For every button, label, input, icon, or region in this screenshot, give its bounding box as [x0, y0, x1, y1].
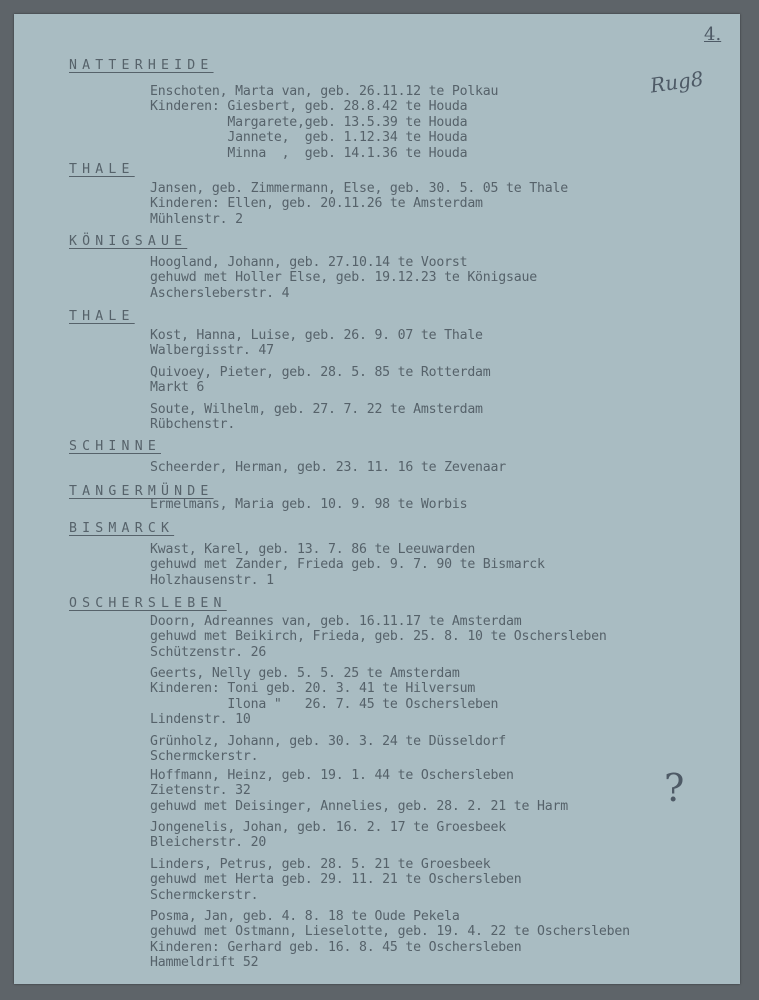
entry-line: gehuwd met Herta geb. 29. 11. 21 te Oschersleben — [150, 872, 522, 888]
entry-line: Jannete, geb. 1.12.34 te Houda — [150, 130, 468, 146]
entry — [150, 255, 537, 301]
entry-line: Kinderen: Toni geb. 20. 3. 41 te Hilversum — [150, 681, 476, 697]
entry-line: Ilona " 26. 7. 45 te Oschersleben — [150, 696, 499, 712]
entry — [150, 768, 568, 814]
entry-line: Kwast, Karel, geb. 13. 7. 86 te Leeuwarden — [150, 542, 476, 557]
section-heading: BISMARCK — [69, 521, 175, 536]
entry — [150, 734, 506, 765]
entry-line: Enschoten, Marta van, geb. 26.11.12 te Polkau — [150, 84, 499, 99]
entry-line: Zietenstr. 32 — [150, 783, 251, 799]
entry-line: Rübchenstr. — [150, 417, 236, 433]
entry-line: Posma, Jan, geb. 4. 8. 18 te Oude Pekela — [150, 909, 460, 924]
entry — [150, 181, 568, 227]
document-page — [14, 14, 740, 984]
entry-line: Hoffmann, Heinz, geb. 19. 1. 44 te Oschersleben — [150, 768, 514, 783]
entry — [150, 857, 522, 903]
entry-line: Minna , geb. 14.1.36 te Houda — [150, 145, 468, 161]
section-heading: KÖNIGSAUE — [69, 234, 188, 249]
entry-line: Linders, Petrus, geb. 28. 5. 21 te Groesbeek — [150, 857, 491, 872]
handwritten-question-mark: ? — [664, 766, 685, 810]
section-heading: TANGERMÜNDE — [69, 484, 214, 499]
entry — [150, 402, 483, 433]
entry-line: Doorn, Adreannes van, geb. 16.11.17 te Amsterdam — [150, 614, 522, 629]
entry — [150, 84, 498, 161]
entry-line: Lindenstr. 10 — [150, 712, 251, 728]
entry-line: Soute, Wilhelm, geb. 27. 7. 22 te Amsterdam — [150, 402, 483, 417]
entry-line: Kost, Hanna, Luise, geb. 26. 9. 07 te Thale — [150, 328, 483, 343]
entry-line: Hoogland, Johann, geb. 27.10.14 te Voorst — [150, 255, 468, 270]
section-heading: SCHINNE — [69, 439, 161, 454]
section-heading: OSCHERSLEBEN — [69, 596, 227, 611]
entry — [150, 820, 506, 851]
page-number: 4. — [704, 24, 722, 45]
entry-line: gehuwd met Beikirch, Frieda, geb. 25. 8. 10 te Oschersleben — [150, 629, 607, 645]
entry-line: Grünholz, Johann, geb. 30. 3. 24 te Düsseldorf — [150, 734, 507, 749]
entry-line: Bleicherstr. 20 — [150, 835, 267, 851]
entry-line: Margarete,geb. 13.5.39 te Houda — [150, 114, 468, 130]
entry-line: Kinderen: Ellen, geb. 20.11.26 te Amsterdam — [150, 196, 483, 212]
section-heading: NATTERHEIDE — [69, 58, 214, 73]
entry-line: Holzhausenstr. 1 — [150, 572, 274, 588]
entry-line: Schermckerstr. — [150, 887, 259, 903]
entry — [150, 460, 506, 475]
entry — [150, 666, 498, 728]
section-heading: THALE — [69, 162, 135, 177]
entry-line: Kinderen: Gerhard geb. 16. 8. 45 te Oschersleben — [150, 939, 522, 955]
entry — [150, 614, 607, 660]
entry-line: Scheerder, Herman, geb. 23. 11. 16 te Zevenaar — [150, 460, 507, 475]
entry-line: Kinderen: Giesbert, geb. 28.8.42 te Houda — [150, 99, 468, 115]
entry — [150, 909, 630, 971]
entry-line: Mühlenstr. 2 — [150, 211, 243, 227]
section-heading: THALE — [69, 309, 135, 324]
entry — [150, 497, 467, 512]
entry-line: gehuwd met Deisinger, Annelies, geb. 28. 2. 21 te Harm — [150, 798, 568, 814]
entry — [150, 328, 483, 359]
entry-line: Schermckerstr. — [150, 749, 259, 765]
handwritten-note: Rug8 — [648, 66, 705, 98]
entry-line: Geerts, Nelly geb. 5. 5. 25 te Amsterdam — [150, 666, 460, 681]
entry-line: Markt 6 — [150, 380, 205, 396]
entry-line: gehuwd met Ostmann, Lieselotte, geb. 19. 4. 22 te Oschersleben — [150, 924, 630, 940]
entry — [150, 542, 545, 588]
entry-line: Hammeldrift 52 — [150, 955, 259, 971]
entry — [150, 365, 491, 396]
entry-line: Ermelmans, Maria geb. 10. 9. 98 te Worbis — [150, 497, 468, 512]
entry-line: Walbergisstr. 47 — [150, 343, 274, 359]
entry-line: Schützenstr. 26 — [150, 644, 267, 660]
entry-line: Aschersleberstr. 4 — [150, 285, 290, 301]
entry-line: Jansen, geb. Zimmermann, Else, geb. 30. 5. 05 te Thale — [150, 181, 568, 196]
entry-line: Jongenelis, Johan, geb. 16. 2. 17 te Groesbeek — [150, 820, 507, 835]
entry-line: gehuwd met Zander, Frieda geb. 9. 7. 90 te Bismarck — [150, 557, 545, 573]
entry-line: gehuwd met Holler Else, geb. 19.12.23 te Königsaue — [150, 270, 537, 286]
entry-line: Quivoey, Pieter, geb. 28. 5. 85 te Rotterdam — [150, 365, 491, 380]
